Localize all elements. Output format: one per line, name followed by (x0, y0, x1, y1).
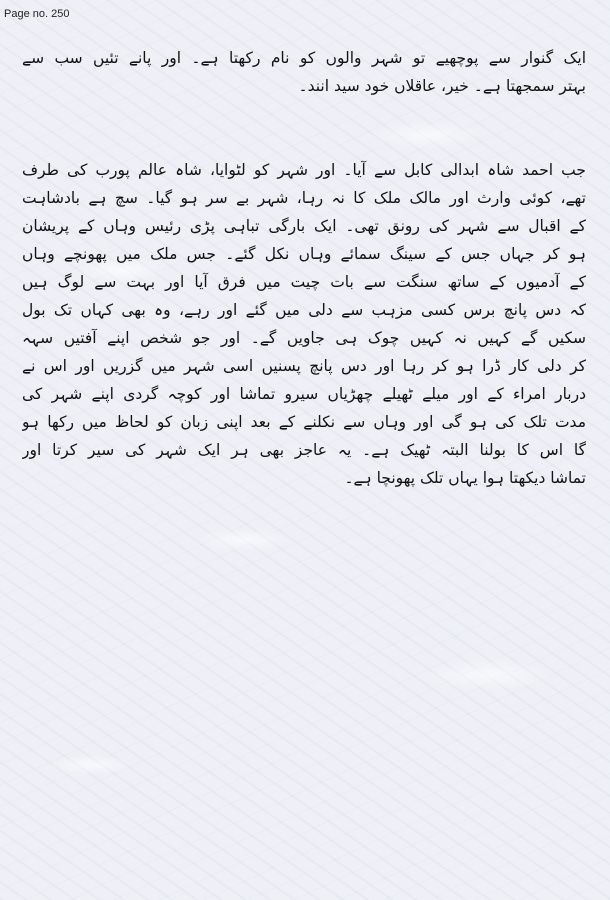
text-line: تھے، کوئی وارث اور مالک ملک کا نہ رہا، شہر بے سر ہو گیا۔ سچ ہے بادشاہت (22, 189, 586, 207)
text-line: گا اس کا بولنا البتہ ٹھیک ہے۔ یہ عاجز بھی ہر ایک شہر کی سیر کرتا اور (22, 441, 586, 459)
text-line: دربار امراء کے اور میلے ٹھیلے چھڑیاں سیرو تماشا اور کوچہ گردی اپنے شہر کی (22, 385, 586, 403)
text-line: کے آدمیوں کے ساتھ سنگت سے بات چیت میں فرق آیا اور بہت سے لوگ ہیں (22, 273, 586, 291)
text-line: سکیں گے کہیں نہ کہیں چوک ہی جاویں گے۔ اور جو شخص اپنے آفتیں سہہ (22, 329, 586, 347)
page-body (22, 44, 586, 492)
text-line: ایک گنوار سے پوچھیے تو شہر والوں کو نام رکھتا ہے۔ اور پانے تئیں سب سے (22, 49, 586, 67)
text-line: تماشا دیکھتا ہوا یہاں تلک پھونچا ہے۔ (344, 469, 586, 487)
text-line: کہ دس پانچ برس کسی مزہب سے دلی میں گئے اور رہے، وہ بھی کہاں تک بول (22, 301, 586, 319)
paragraph-gap (22, 100, 586, 156)
paragraph-1 (22, 44, 586, 100)
text-line: بہتر سمجھتا ہے۔ خیر، عاقلاں خود سید انند۔ (298, 77, 586, 95)
text-line: کر دلی کار ڈرا ہو کر رہا اور دس پانچ پسنیں اسی شہر میں گزریں اور اس نے (22, 357, 586, 375)
paragraph-2 (22, 156, 586, 492)
page-number: Page no. 250 (4, 8, 70, 20)
text-line: کے اقبال سے شہر کی رونق تھی۔ ایک بارگی تباہی پڑی رئیس وہاں کے پریشان (22, 217, 586, 235)
text-line: جب احمد شاہ ابدالی کابل سے آیا۔ اور شہر کو لٹوایا، شاہ عالم پورب کی طرف (22, 161, 586, 179)
text-line: مدت تلک کی ہو گی اور وہاں سے نکلنے کے بعد اپنی زبان کو لحاظ میں رکھا ہو (22, 413, 586, 431)
text-line: ہو کر جہاں جس کے سینگ سمائے وہاں نکل گئے۔ جس ملک میں پھونچے وہاں (22, 245, 586, 263)
